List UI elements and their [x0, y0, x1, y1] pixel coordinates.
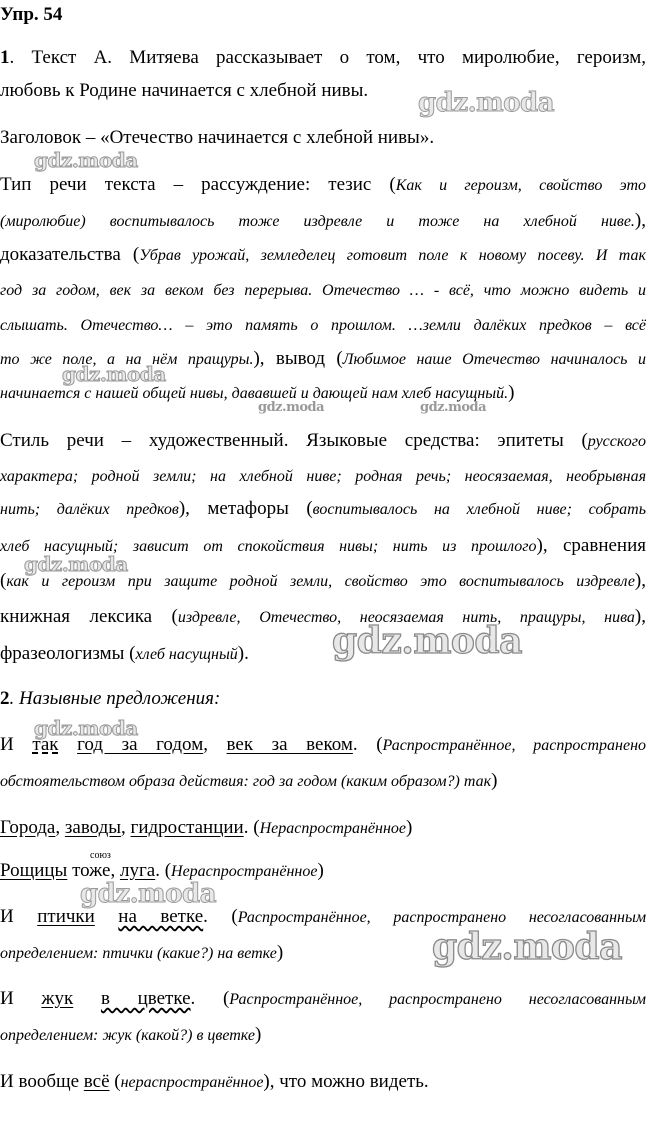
watermark-logo: gdz.moda [34, 716, 138, 740]
watermark-logo: gdz.moda [418, 88, 555, 118]
epithets-line: характера; родной земли; на хлебной ниве; родная речь; неосязаемая, необрывная [0, 468, 646, 485]
thesis-line: (миролюбие) воспитывалось тоже издревле и тоже на хлебной ниве.), [0, 210, 646, 231]
conclusion-line2: начинается с нашей общей нивы, дававшей и дающей нам хлеб насущный.) [0, 382, 515, 403]
watermark-logo: gdz.moda [24, 552, 128, 576]
sentence3-line: Рощицы тоже, луга. (Нераспространённое) [0, 860, 324, 881]
page-title: Упр. 54 [0, 4, 63, 25]
section2-heading: 2. Назывные предложения: [0, 688, 221, 709]
proofs-line3: слышать. Отечество… – это память о прошлом. …земли далёких предков – всё [0, 317, 646, 334]
conclusion-line1: то же поле, а на нём пращуры.), вывод (Любимое наше Отечество начиналось и [0, 348, 646, 369]
watermark-logo: gdz.moda [34, 148, 138, 172]
sentence4-line2: определением: птички (какие?) на ветке) [0, 942, 284, 963]
section1-line2: любовь к Родине начинается с хлебной нивы. [0, 80, 369, 101]
watermark-logo: gdz.moda [80, 879, 217, 909]
sentence2-line: Города, заводы, гидростанции. (Нераспространённое) [0, 817, 413, 838]
sentence5-line2: определением: жук (какой?) в цветке) [0, 1024, 262, 1045]
metaphors-line1: нить; далёких предков), метафоры (воспитывалось на хлебной ниве; собрать [0, 498, 646, 519]
sentence6-line: И вообще всё (нераспространённое), что можно видеть. [0, 1071, 429, 1092]
section2-number: 2 [0, 688, 10, 709]
sentence5-line1: И жук в цветке. (Распространённое, распространено несогласованным [0, 988, 646, 1009]
watermark-logo: gdz.moda [420, 400, 487, 415]
sentence1-line2: обстоятельством образа действия: год за годом (каким образом?) так) [0, 770, 498, 791]
watermark-logo: gdz.moda [432, 926, 622, 968]
watermark-logo: gdz.moda [62, 362, 166, 386]
proofs-line2: год за годом, век за веком без перерыва. Отечество … - всё, что можно видеть и [0, 282, 646, 299]
metaphors-line2: хлеб насущный; зависит от спокойствия нивы; нить из прошлого), сравнения [0, 535, 646, 556]
bookish-line: книжная лексика (издревле, Отечество, неосязаемая нить, пращуры, нива), [0, 606, 646, 627]
watermark-logo: gdz.moda [332, 620, 522, 662]
phraseo-line: фразеологизмы (хлеб насущный). [0, 643, 249, 664]
watermark-logo: gdz.moda [258, 400, 325, 415]
heading-line: Заголовок – «Отечество начинается с хлебной нивы». [0, 127, 435, 148]
sentence4-line1: И птички на ветке. (Распространённое, распространено несогласованным [0, 906, 646, 927]
style-line: Стиль речи – художественный. Языковые средства: эпитеты (русского [0, 430, 646, 451]
proofs-line1: доказательства (Убрав урожай, земледелец готовит поле к новому посеву. И так [0, 244, 646, 265]
union-annotation: союз [90, 850, 111, 861]
comparisons-line: (как и героизм при защите родной земли, свойство это воспитывалось издревле), [0, 570, 646, 591]
section1-number: 1 [0, 47, 10, 68]
speech-type-line: Тип речи текста – рассуждение: тезис (Как и героизм, свойство это [0, 174, 646, 195]
section1-line1: 1. Текст А. Митяева рассказывает о том, что миролюбие, героизм, [0, 47, 646, 68]
sentence1-line1: И так год за годом, век за веком. (Распространённое, распространено [0, 734, 646, 755]
